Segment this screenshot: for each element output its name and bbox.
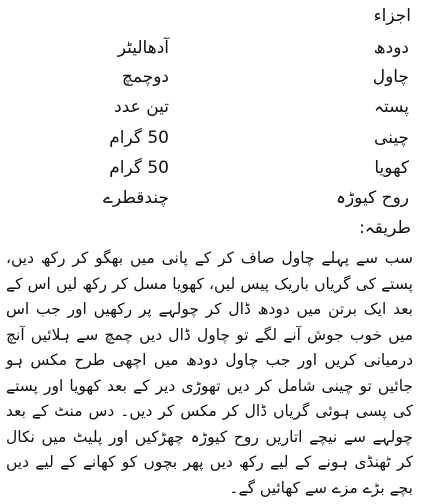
ingredient-quantity: 50 گرام (109, 128, 169, 148)
ingredient-row (0, 65, 409, 91)
ingredient-name: روح کیوڑہ (336, 188, 409, 208)
ingredients-heading: اجزاء (373, 6, 411, 26)
ingredient-row (0, 95, 409, 121)
ingredient-row (0, 186, 409, 212)
ingredient-row (0, 156, 409, 182)
ingredient-quantity: چندقطرے (103, 188, 169, 208)
ingredient-row (0, 126, 409, 152)
ingredient-row (0, 36, 409, 62)
ingredient-name: دودھ (373, 38, 409, 58)
ingredient-quantity: آدھالیٹر (117, 38, 169, 58)
ingredient-quantity: 50 گرام (109, 158, 169, 178)
ingredient-name: پستہ (374, 97, 409, 117)
ingredient-quantity: دوچمچ (121, 67, 169, 87)
method-paragraph: سب سے پہلے چاول صاف کر کے پانی میں بھگو کر رکھ دیں، پستے کی گریاں باریک پیس لیں، کھویا مسل کر رکھ لیں اس کے بعد ایک برتن میں دودھ ڈال کر چولہے پر رکھیں اور جب اس میں خوب جوش آنے لگے تو چاول ڈال دیں چمچ سے ہلائیں آنچ درمیانی کریں اور جب چاول دودھ میں اچھی طرح مکس ہو جائیں تو چینی شامل کر دیں تھوڑی دیر کے بعد کھویا اور پستے کی پسی ہوئی گریاں ڈال کر مکس کر دیں۔ دس منٹ کے بعد چولہے سے نیچے اتاریں روح کیوڑہ چھڑکیں اور پلیٹ میں نکال کر ٹھنڈی ہونے کے لیے رکھ دیں پھر بچوں کو کھانے کے لیے دیں بچے بڑے مزے سے کھائیں گے۔ (6, 249, 413, 497)
method-heading: طریقہ: (359, 218, 411, 238)
ingredient-name: چاول (372, 67, 409, 87)
ingredient-quantity: تین عدد (114, 97, 169, 117)
ingredient-name: چینی (374, 128, 409, 148)
ingredient-name: کھویا (374, 158, 409, 178)
